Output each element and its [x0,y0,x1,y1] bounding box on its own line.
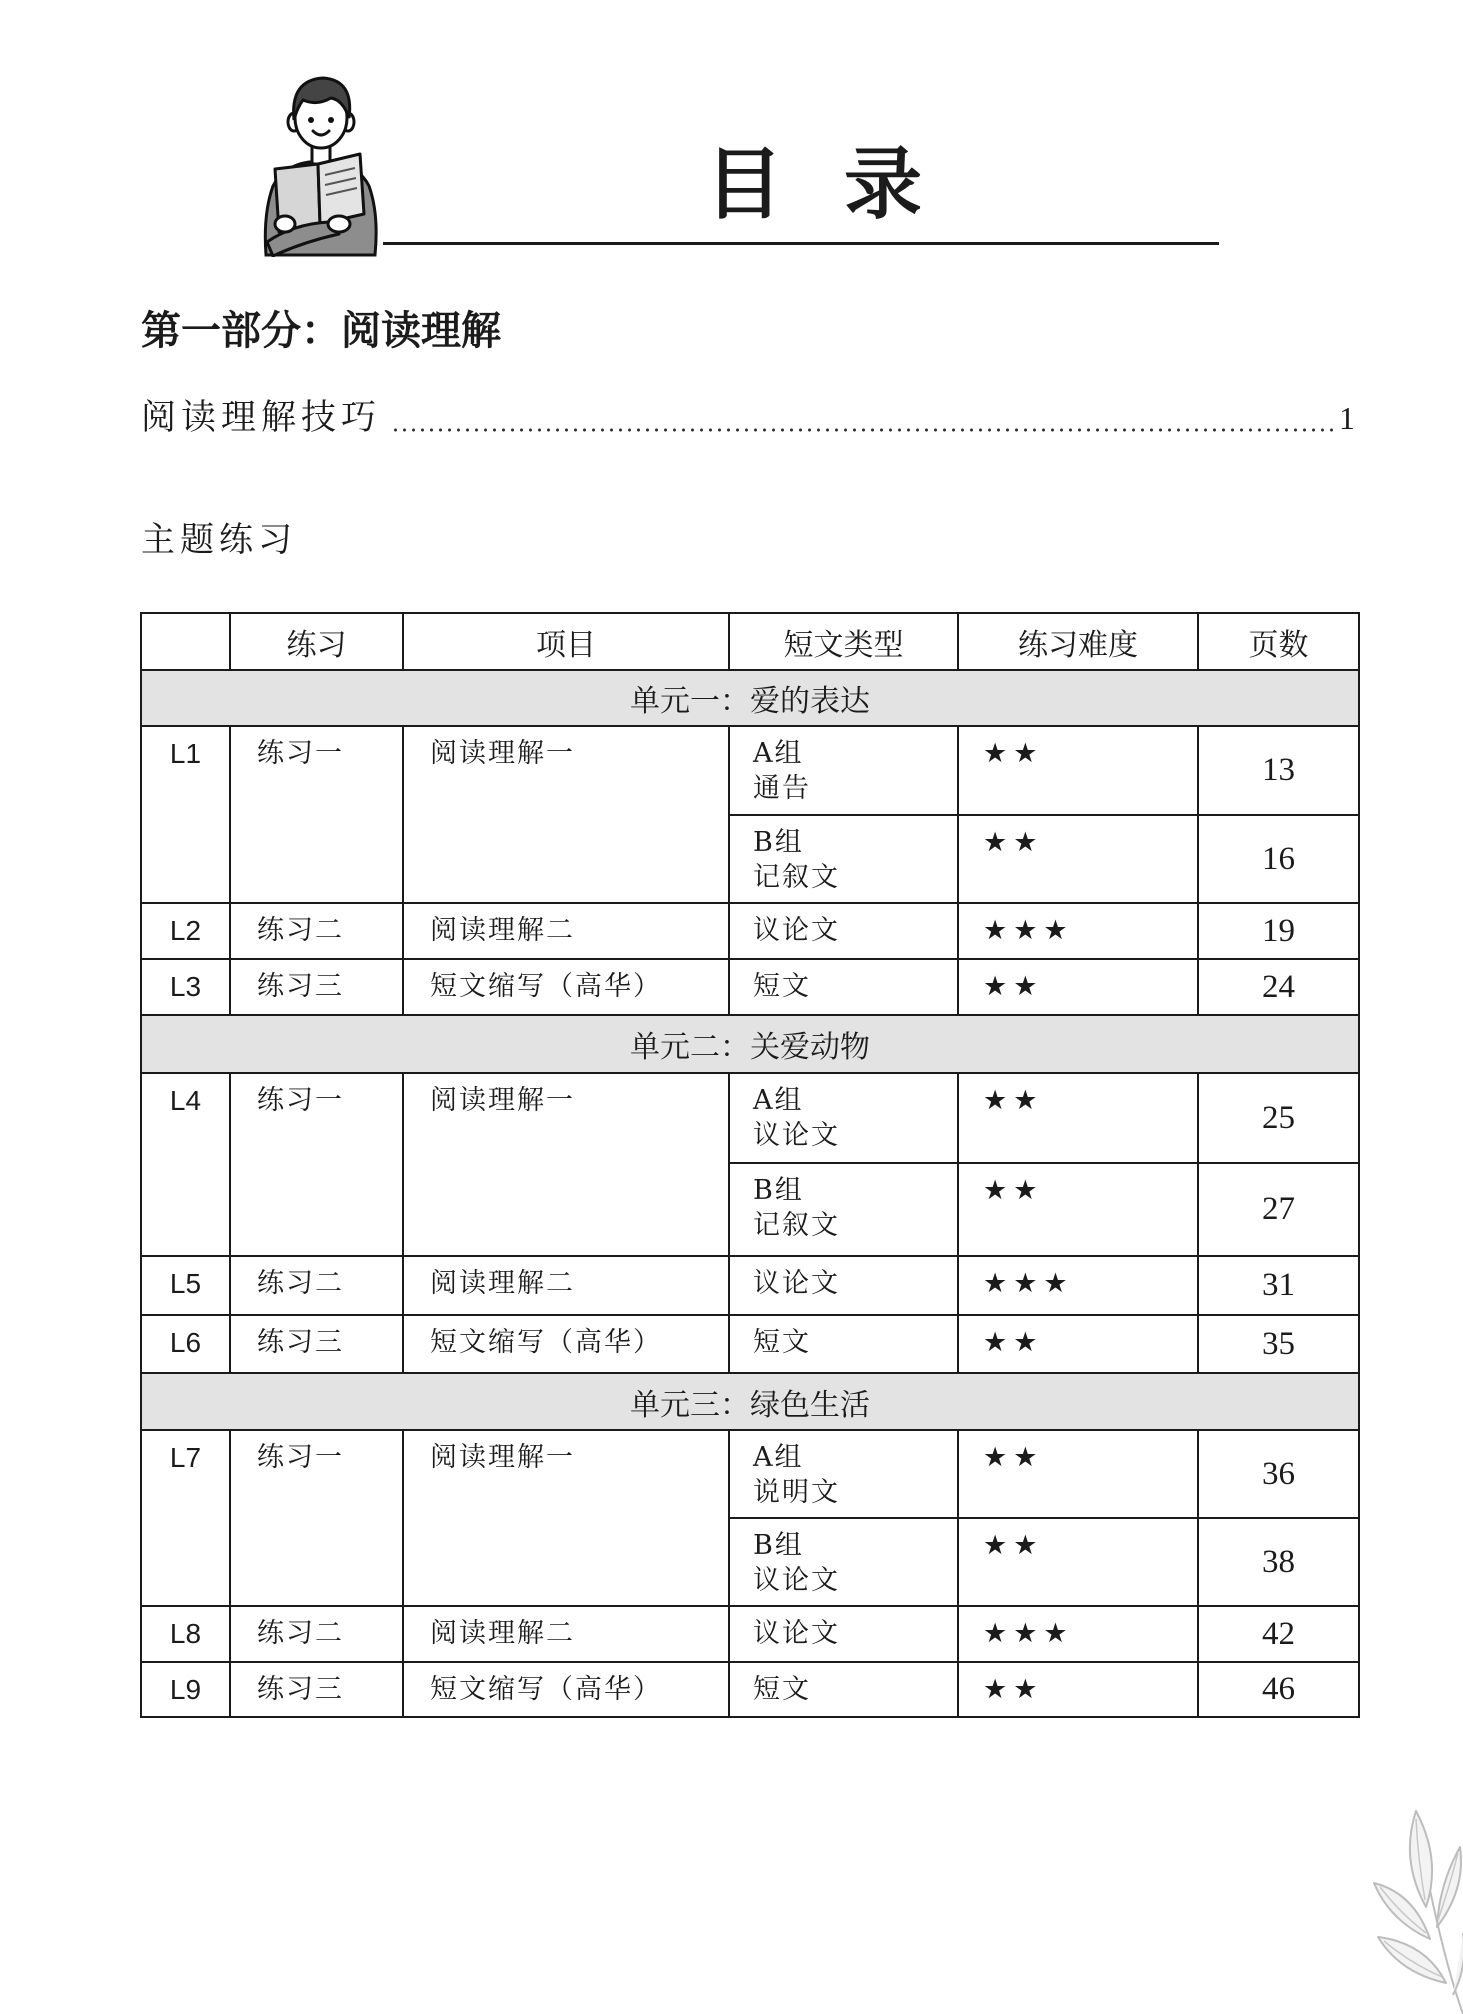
difficulty-stars: ★★ [959,1316,1197,1372]
group-label: A组 [753,1085,804,1116]
page-number: 46 [1199,1663,1358,1716]
exercise-label: 练习二 [231,1607,402,1661]
item-label: 短文缩写（高华） [404,1663,728,1716]
exercise-label: 练习三 [231,960,402,1014]
group-label: B组 [753,1175,804,1206]
page-number: 35 [1199,1316,1358,1372]
item-label: 阅读理解二 [404,1607,728,1661]
skills-entry-page: 1 [1339,400,1355,436]
unit-title: 单元三：绿色生活 [142,1374,1358,1429]
difficulty-stars: ★★★ [959,1607,1197,1661]
group-label: B组 [753,827,804,858]
section-label: 主题练习 [141,520,297,560]
page-number: 16 [1199,816,1358,902]
skills-toc-entry [141,397,1355,439]
header-blank [142,614,229,669]
item-label: 阅读理解二 [404,904,728,958]
item-label: 短文缩写（高华） [404,1316,728,1372]
difficulty-stars: ★★ [959,1663,1197,1716]
lesson-code: L5 [142,1257,229,1314]
text-type-cell [730,816,957,902]
exercise-label: 练习二 [231,904,402,958]
lesson-code: L9 [142,1663,229,1716]
text-type-cell [730,727,957,814]
page-number: 24 [1199,960,1358,1014]
header-exercise: 练习 [231,614,402,669]
exercise-label: 练习二 [231,1257,402,1314]
header-difficulty: 练习难度 [959,614,1197,669]
text-type-cell [730,904,957,958]
item-label: 阅读理解二 [404,1257,728,1314]
group-label: A组 [753,738,804,769]
lesson-code: L7 [142,1431,229,1605]
exercise-label: 练习三 [231,1663,402,1716]
text-type-cell [730,1074,957,1162]
page-number: 38 [1199,1519,1358,1605]
page-number: 27 [1199,1164,1358,1255]
page-number: 19 [1199,904,1358,958]
lesson-code: L2 [142,904,229,958]
difficulty-stars: ★★ [959,1164,1197,1255]
text-type-cell [730,1316,957,1372]
page-number: 42 [1199,1607,1358,1661]
text-type: 议论文 [753,1268,840,1299]
text-type: 记叙文 [753,862,840,893]
page-number: 31 [1199,1257,1358,1314]
page-number: 25 [1199,1074,1358,1162]
text-type: 议论文 [753,1565,840,1596]
exercise-table [140,612,1360,1718]
text-type-cell [730,960,957,1014]
page-number: 13 [1199,727,1358,814]
text-type: 议论文 [753,1120,840,1151]
page-number: 36 [1199,1431,1358,1517]
difficulty-stars: ★★★ [959,904,1197,958]
text-type: 议论文 [753,915,840,946]
difficulty-stars: ★★ [959,960,1197,1014]
text-type: 通告 [753,773,811,804]
lesson-code: L8 [142,1607,229,1661]
lesson-code: L3 [142,960,229,1014]
text-type-cell [730,1663,957,1716]
difficulty-stars: ★★ [959,1431,1197,1517]
text-type-cell [730,1164,957,1255]
text-type: 短文 [753,1674,811,1705]
text-type: 说明文 [753,1477,840,1508]
exercise-label: 练习一 [231,1431,402,1605]
header-text-type: 短文类型 [730,614,957,669]
group-label: B组 [753,1530,804,1561]
difficulty-stars: ★★ [959,816,1197,902]
page-title: 目录 [705,139,984,230]
exercise-label: 练习一 [231,1074,402,1255]
item-label: 阅读理解一 [404,727,728,902]
group-label: A组 [753,1442,804,1473]
text-type: 短文 [753,971,811,1002]
person-reading-icon [263,74,379,257]
header-item: 项目 [404,614,728,669]
item-label: 短文缩写（高华） [404,960,728,1014]
difficulty-stars: ★★ [959,727,1197,814]
lesson-code: L4 [142,1074,229,1255]
dot-leader [391,397,1334,439]
item-label: 阅读理解一 [404,1074,728,1255]
header-page: 页数 [1199,614,1358,669]
difficulty-stars: ★★ [959,1519,1197,1605]
item-label: 阅读理解一 [404,1431,728,1605]
text-type: 记叙文 [753,1210,840,1241]
difficulty-stars: ★★★ [959,1257,1197,1314]
text-type-cell [730,1431,957,1517]
exercise-label: 练习三 [231,1316,402,1372]
exercise-label: 练习一 [231,727,402,902]
difficulty-stars: ★★ [959,1074,1197,1162]
unit-title: 单元一：爱的表达 [142,671,1358,725]
text-type: 短文 [753,1327,811,1358]
skills-entry-label: 阅读理解技巧 [141,398,382,438]
part-heading: 第一部分：阅读理解 [141,308,501,354]
lesson-code: L6 [142,1316,229,1372]
title-underline [383,242,1219,245]
leaf-sprig-icon [1370,1805,1463,2014]
text-type-cell [730,1607,957,1661]
unit-title: 单元二：关爱动物 [142,1016,1358,1072]
text-type: 议论文 [753,1618,840,1649]
text-type-cell [730,1257,957,1314]
lesson-code: L1 [142,727,229,902]
text-type-cell [730,1519,957,1605]
